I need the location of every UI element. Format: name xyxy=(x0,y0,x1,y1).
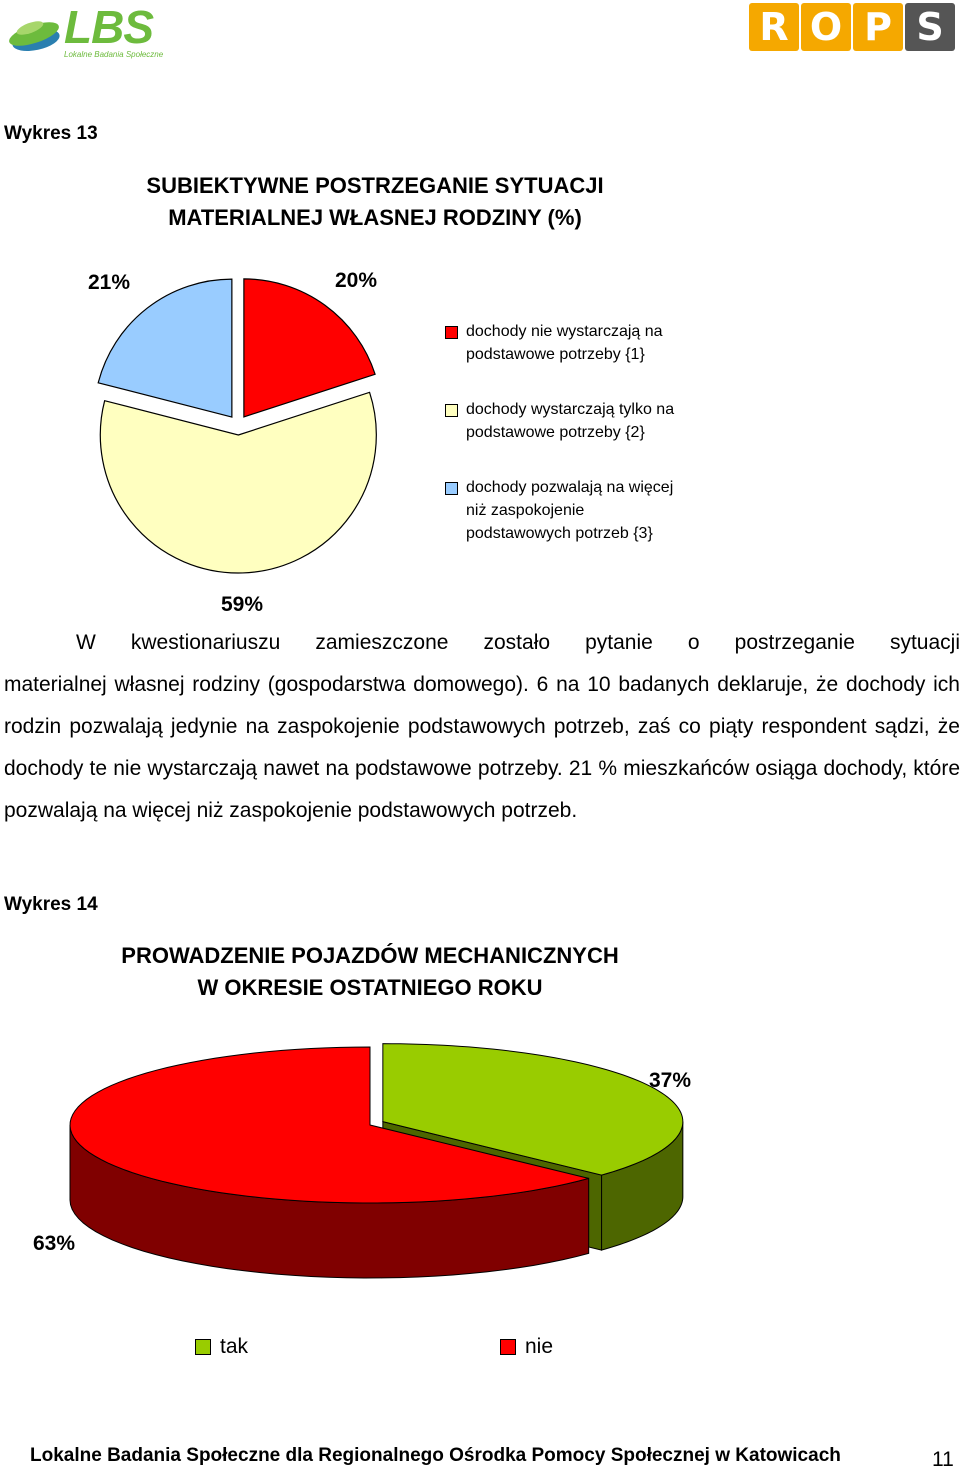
paragraph-rest: materialnej własnej rodziny (gospodarstwa domowego). 6 na 10 badanych deklaruje, że dochody ich rodzin pozwalają jedynie na zaspokojenie podstawowych potrzeb, zaś co piąty respondent sądzi, że dochody te nie wystarczają nawet na podstawowe potrzeby. 21 % mieszkańców osiąga dochody, które pozwalają na więcej niż zaspokojenie podstawowych potrzeb. xyxy=(4,673,960,822)
page-number: 11 xyxy=(932,1448,954,1471)
chart14-title-line1: PROWADZENIE POJAZDÓW MECHANICZNYCH xyxy=(121,943,619,968)
chart14-legend-item-tak xyxy=(195,1335,248,1359)
lbs-logo-text: LBS xyxy=(64,1,153,53)
chart13-title-line2: MATERIALNEJ WŁASNEJ RODZINY (%) xyxy=(168,205,582,230)
chart14-slice-label-2: 63% xyxy=(33,1232,76,1255)
rops-logo xyxy=(749,3,955,51)
rops-letter: R xyxy=(749,3,799,51)
chart13-pie xyxy=(0,240,420,620)
legend-item xyxy=(445,320,765,366)
legend-swatch-yellow xyxy=(445,404,458,417)
legend-text: nie xyxy=(525,1335,554,1358)
legend-text: dochody wystarczają tylko na xyxy=(466,401,675,418)
chart14-slice-label-1: 37% xyxy=(649,1069,692,1092)
legend-swatch-green xyxy=(195,1339,211,1355)
legend-text: podstawowe potrzeby {1} xyxy=(466,346,645,363)
legend-text: podstawowych potrzeb {3} xyxy=(466,525,653,542)
legend-swatch-red xyxy=(445,326,458,339)
chart13-slice-label-3: 21% xyxy=(88,271,131,294)
chart14-pie xyxy=(40,1030,720,1320)
chart14-title-line2: W OKRESIE OSTATNIEGO ROKU xyxy=(197,975,543,1000)
chart13-title-line1: SUBIEKTYWNE POSTRZEGANIE SYTUACJI xyxy=(146,173,604,198)
chart13-slice-label-1: 20% xyxy=(335,269,378,292)
lbs-logo-subtitle: Lokalne Badania Społeczne xyxy=(64,50,164,59)
legend-swatch-blue xyxy=(445,482,458,495)
pie-slice-2 xyxy=(100,392,376,573)
chart14-label: Wykres 14 xyxy=(4,894,98,915)
legend-text: niż zaspokojenie xyxy=(466,502,585,519)
rops-letter: O xyxy=(801,3,851,51)
body-paragraph xyxy=(4,622,960,832)
legend-item xyxy=(445,398,765,444)
legend-text: podstawowe potrzeby {2} xyxy=(466,424,645,441)
chart13-label: Wykres 13 xyxy=(4,123,98,144)
pie-slice-1 xyxy=(244,279,375,417)
pie-slice-3 xyxy=(98,279,232,417)
chart13-slice-label-2: 59% xyxy=(221,593,264,616)
legend-text: dochody pozwalają na więcej xyxy=(466,479,674,496)
paragraph-line-1: W kwestionariuszu zamieszczone zostało pytanie o postrzeganie sytuacji xyxy=(76,631,960,654)
footer-text: Lokalne Badania Społeczne dla Regionalnego Ośrodka Pomocy Społecznej w Katowicach xyxy=(30,1445,841,1466)
chart13-title xyxy=(60,170,690,234)
legend-swatch-red xyxy=(500,1339,516,1355)
legend-text: tak xyxy=(220,1335,249,1358)
rops-letter: P xyxy=(853,3,903,51)
chart14-title xyxy=(40,940,700,1004)
chart14-legend-item-nie xyxy=(500,1335,553,1359)
legend-item xyxy=(445,476,765,545)
chart13-legend xyxy=(445,320,765,545)
rops-letter: S xyxy=(905,3,955,51)
legend-text: dochody nie wystarczają na xyxy=(466,323,663,340)
